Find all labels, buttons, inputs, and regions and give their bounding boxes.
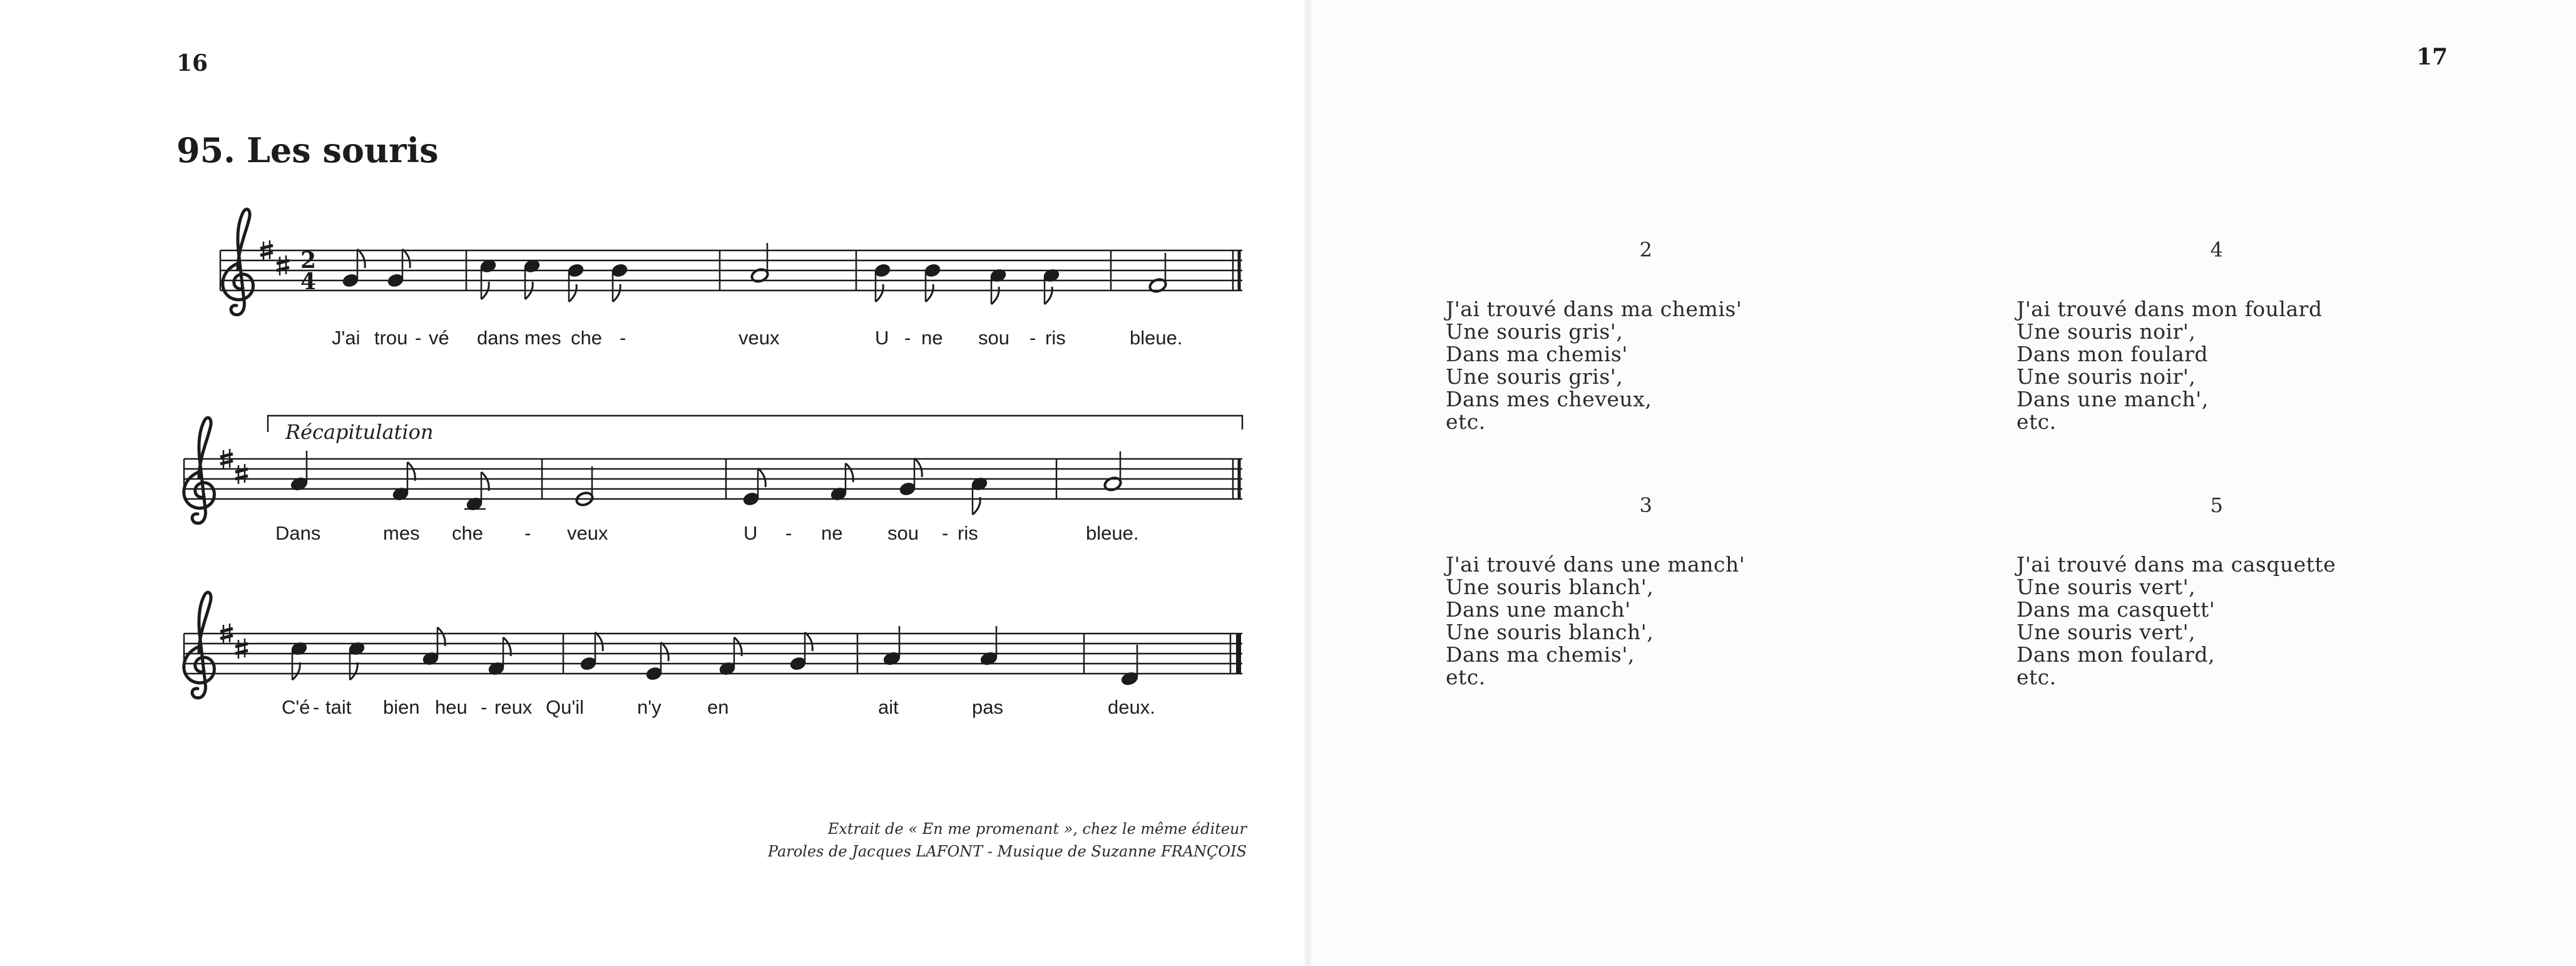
lyric-syllable: U xyxy=(875,327,889,349)
lyric-syllable: en xyxy=(707,696,729,718)
staff-system-1 xyxy=(220,209,1242,315)
lyric-syllable: ris xyxy=(1045,327,1066,349)
lyric-syllable: n'y xyxy=(637,696,662,718)
verse-number: 2 xyxy=(1639,238,1653,262)
lyric-syllable: - xyxy=(481,696,488,718)
lyric-syllable: Qu'il xyxy=(546,696,585,718)
page-number-left: 16 xyxy=(176,50,208,76)
verse-5 xyxy=(2016,493,2417,689)
lyric-syllable: ait xyxy=(878,696,899,718)
verse-line: Dans une manch' xyxy=(1446,597,1631,622)
lyric-syllable: deux. xyxy=(1108,696,1155,718)
song-title-text: Les souris xyxy=(246,130,439,170)
lyric-syllable: ris xyxy=(958,522,978,544)
lyric-syllable: C'é xyxy=(282,696,310,718)
sharp-icon xyxy=(235,464,248,484)
lyric-syllable: reux xyxy=(494,696,533,718)
sharp-icon xyxy=(277,255,289,275)
lyric-syllable: sou xyxy=(978,327,1009,349)
lyric-syllable: trou xyxy=(374,327,408,349)
lyrics-line-2 xyxy=(275,522,1138,544)
sharp-icon xyxy=(235,639,248,659)
verse-3 xyxy=(1446,493,1846,689)
staff-system-3 xyxy=(184,592,1242,698)
verse-line: Une souris noir', xyxy=(2016,319,2196,344)
lyric-syllable: che xyxy=(571,327,602,349)
verse-line: Dans mes cheveux, xyxy=(1446,387,1652,411)
lyric-syllable: che xyxy=(452,522,483,544)
treble-clef-icon xyxy=(223,209,253,315)
lyrics-line-1 xyxy=(332,327,1182,349)
verse-number: 3 xyxy=(1639,493,1653,517)
lyric-syllable: pas xyxy=(972,696,1003,718)
verse-line: etc. xyxy=(2016,665,2057,689)
verse-4 xyxy=(2016,238,2417,433)
verse-number: 5 xyxy=(2210,493,2224,517)
verse-line: Dans ma chemis', xyxy=(1446,642,1635,667)
verse-line: Dans une manch', xyxy=(2016,387,2209,411)
lyric-syllable: heu xyxy=(435,696,468,718)
verse-line: J'ai trouvé dans une manch' xyxy=(1446,552,1745,577)
lyric-syllable: - xyxy=(942,522,949,544)
lyric-syllable: - xyxy=(524,522,531,544)
lyric-syllable: veux xyxy=(567,522,608,544)
lyric-syllable: bleue. xyxy=(1130,327,1183,349)
verse-line: Une souris vert', xyxy=(2016,575,2196,599)
verse-line: Une souris vert', xyxy=(2016,620,2196,644)
lyric-syllable: - xyxy=(1030,327,1036,349)
verse-line: etc. xyxy=(1446,665,1486,689)
verse-line: J'ai trouvé dans ma chemis' xyxy=(1446,297,1742,321)
lyric-syllable: mes xyxy=(383,522,420,544)
lyric-syllable: bien xyxy=(383,696,420,718)
lyric-syllable: tait xyxy=(325,696,352,718)
lyric-syllable: mes xyxy=(524,327,561,349)
verse-line: etc. xyxy=(2016,409,2057,434)
verse-line: J'ai trouvé dans mon foulard xyxy=(2016,297,2323,321)
page-number-right: 17 xyxy=(2416,44,2448,70)
lyric-syllable: - xyxy=(904,327,911,349)
lyric-syllable: - xyxy=(415,327,422,349)
lyric-syllable: J'ai xyxy=(332,327,360,349)
verse-line: Une souris blanch', xyxy=(1446,620,1654,644)
song-number: 95. xyxy=(176,130,235,170)
time-signature-bottom: 4 xyxy=(300,269,317,295)
lyric-syllable: bleue. xyxy=(1086,522,1139,544)
lyric-syllable: Dans xyxy=(275,522,321,544)
treble-clef-icon xyxy=(184,592,215,698)
lyric-syllable: - xyxy=(785,522,792,544)
verse-line: Dans mon foulard, xyxy=(2016,642,2216,667)
lyric-syllable: veux xyxy=(739,327,780,349)
lyric-syllable: - xyxy=(313,696,320,718)
verse-2 xyxy=(1446,238,1846,433)
right-page xyxy=(1308,0,2576,966)
lyric-syllable: vé xyxy=(429,327,449,349)
lyrics-line-3 xyxy=(282,696,1155,718)
verse-line: Dans mon foulard xyxy=(2016,342,2209,366)
verse-line: Dans ma chemis' xyxy=(1446,342,1628,366)
lyric-syllable: - xyxy=(620,327,626,349)
verse-line: J'ai trouvé dans ma casquette xyxy=(2016,552,2336,577)
treble-clef-icon xyxy=(184,418,215,523)
lyric-syllable: ne xyxy=(921,327,943,349)
lyric-syllable: ne xyxy=(821,522,843,544)
credit-authors: Paroles de Jacques LAFONT - Musique de Suzanne FRANÇOIS xyxy=(767,843,1247,860)
verse-line: Une souris gris', xyxy=(1446,364,1623,389)
verse-line: etc. xyxy=(1446,409,1486,434)
credit-source: Extrait de « En me promenant », chez le même éditeur xyxy=(827,820,1247,838)
verse-line: Une souris gris', xyxy=(1446,319,1623,344)
lyric-syllable: sou xyxy=(887,522,919,544)
time-signature-top: 2 xyxy=(300,247,317,274)
verse-line: Une souris noir', xyxy=(2016,364,2196,389)
verse-number: 4 xyxy=(2210,238,2224,262)
lyric-syllable: dans xyxy=(477,327,519,349)
lyric-syllable: U xyxy=(744,522,758,544)
verse-line: Une souris blanch', xyxy=(1446,575,1654,599)
recap-label: Récapitulation xyxy=(285,420,434,444)
verse-line: Dans ma casquett' xyxy=(2016,597,2216,622)
